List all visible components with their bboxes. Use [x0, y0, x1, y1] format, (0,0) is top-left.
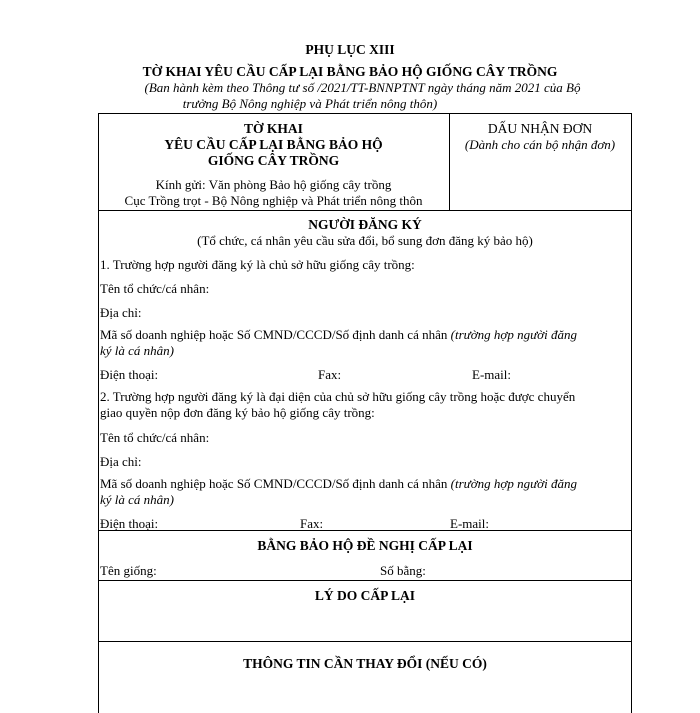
- case1-phone-field[interactable]: Điện thoại:: [100, 367, 159, 382]
- case1-id-note: (trường hợp người đăng: [450, 327, 577, 342]
- case2-id-field[interactable]: [100, 476, 577, 492]
- case2-fax-field[interactable]: Fax:: [300, 516, 324, 531]
- case1-id-note-cont: ký là cá nhân): [100, 343, 175, 358]
- case1-name-field[interactable]: Tên tổ chức/cá nhân:: [100, 281, 210, 296]
- case1-email-field[interactable]: E-mail:: [472, 367, 511, 382]
- form-title-line1: TỜ KHAI: [244, 121, 303, 136]
- appendix-label: PHỤ LỤC XIII: [305, 42, 395, 57]
- case1-id-field[interactable]: [100, 327, 577, 343]
- recipient-line1: Kính gửi: Văn phòng Bảo hộ giống cây trồng: [155, 177, 392, 192]
- case2-name-field[interactable]: Tên tổ chức/cá nhân:: [100, 430, 210, 445]
- certificate-heading: BẰNG BẢO HỘ ĐỀ NGHỊ CẤP LẠI: [257, 538, 473, 553]
- recipient-line2: Cục Trồng trọt - Bộ Nông nghiệp và Phát triển nông thôn: [124, 193, 423, 208]
- form-title-line2: YÊU CẦU CẤP LẠI BẰNG BẢO HỘ: [164, 137, 383, 152]
- case2-id-label: Mã số doanh nghiệp hoặc Số CMND/CCCD/Số định danh cá nhân: [100, 476, 451, 491]
- document-title: TỜ KHAI YÊU CẦU CẤP LẠI BẰNG BẢO HỘ GIỐNG CÂY TRỒNG: [142, 64, 558, 79]
- case1-id-label: Mã số doanh nghiệp hoặc Số CMND/CCCD/Số định danh cá nhân: [100, 327, 451, 342]
- changes-heading: THÔNG TIN CẦN THAY ĐỔI (NẾU CÓ): [243, 656, 487, 671]
- case1-fax-field[interactable]: Fax:: [318, 367, 342, 382]
- case1-label: 1. Trường hợp người đăng ký là chủ sở hữu giống cây trồng:: [100, 257, 415, 272]
- table-top-border: [98, 113, 632, 114]
- variety-name-field[interactable]: Tên giống:: [100, 563, 157, 578]
- stamp-box-title: DẤU NHẬN ĐƠN: [487, 121, 593, 136]
- case1-address-field[interactable]: Địa chỉ:: [100, 305, 142, 320]
- reason-top-border: [98, 580, 632, 581]
- case2-id-note-cont: ký là cá nhân): [100, 492, 175, 507]
- certificate-number-field[interactable]: Số bằng:: [380, 563, 426, 578]
- applicant-top-border: [98, 210, 632, 211]
- case2-address-field[interactable]: Địa chỉ:: [100, 454, 142, 469]
- issuance-note-line1: (Ban hành kèm theo Thông tư số /2021/TT-BNNPTNT ngày tháng năm 2021 của Bộ: [144, 80, 581, 95]
- stamp-box-subtitle: (Dành cho cán bộ nhận đơn): [464, 137, 616, 152]
- case2-email-field[interactable]: E-mail:: [450, 516, 489, 531]
- case2-id-note: (trường hợp người đăng: [450, 476, 577, 491]
- case2-label-line2: giao quyền nộp đơn đăng ký bảo hộ giống cây trồng:: [100, 405, 375, 420]
- reason-heading: LÝ DO CẤP LẠI: [314, 588, 416, 603]
- applicant-heading: NGƯỜI ĐĂNG KÝ: [308, 217, 422, 232]
- form-title-line3: GIỐNG CÂY TRỒNG: [207, 153, 340, 168]
- case2-label-line1: 2. Trường hợp người đăng ký là đại diện của chủ sở hữu giống cây trồng hoặc được chuyển: [100, 389, 576, 404]
- certificate-top-border: [98, 530, 632, 531]
- applicant-subheading: (Tổ chức, cá nhân yêu cầu sửa đổi, bổ sung đơn đăng ký bảo hộ): [197, 233, 533, 248]
- changes-top-border: [98, 641, 632, 642]
- issuance-note-line2: trưởng Bộ Nông nghiệp và Phát triển nông thôn): [182, 96, 438, 111]
- table-right-border: [631, 113, 632, 713]
- case2-phone-field[interactable]: Điện thoại:: [100, 516, 159, 531]
